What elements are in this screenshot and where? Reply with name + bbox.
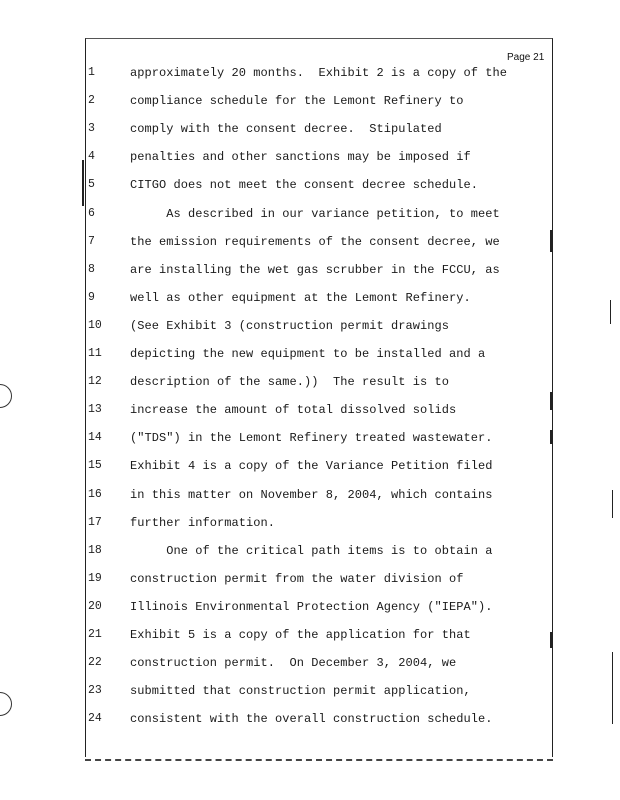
margin-mark: [550, 392, 552, 410]
line-number: 7: [88, 234, 95, 248]
line-text: increase the amount of total dissolved solids: [130, 403, 457, 418]
transcript-line: [0, 175, 560, 195]
transcript-line: [0, 625, 560, 645]
transcript-line: [0, 91, 560, 111]
transcript-line: [0, 372, 560, 392]
line-number: 14: [88, 431, 102, 445]
line-number: 13: [88, 403, 102, 417]
line-number: 24: [88, 712, 102, 726]
line-number: 22: [88, 656, 102, 670]
margin-mark: [550, 230, 552, 252]
margin-mark: [612, 490, 613, 518]
line-number: 4: [88, 150, 95, 164]
margin-mark: [550, 430, 552, 444]
line-text: As described in our variance petition, to meet: [130, 206, 500, 221]
transcript-line: [0, 232, 560, 252]
line-text: description of the same.)) The result is to: [130, 375, 450, 390]
line-text: further information.: [130, 515, 276, 530]
transcript-line: [0, 709, 560, 729]
line-number: 11: [88, 347, 102, 360]
line-number: 10: [88, 318, 102, 332]
line-text: (See Exhibit 3 (construction permit drawings: [130, 318, 450, 333]
line-number: 23: [88, 684, 102, 698]
transcript-line: [0, 681, 560, 701]
line-text: penalties and other sanctions may be imposed if: [130, 150, 471, 165]
line-number: 15: [88, 459, 102, 473]
line-number: 5: [88, 178, 95, 192]
page-number: Page 21: [507, 52, 545, 63]
margin-mark: [82, 160, 84, 206]
line-number: 6: [88, 206, 95, 220]
transcript-line: [0, 597, 560, 617]
margin-mark: [612, 652, 613, 724]
transcript-line: [0, 569, 560, 589]
transcript-line: [0, 344, 560, 364]
line-text: the emission requirements of the consent decree, we: [130, 234, 500, 249]
transcript-line: [0, 260, 560, 280]
line-number: 8: [88, 262, 95, 276]
line-number: 17: [88, 515, 102, 529]
margin-mark: [610, 300, 611, 324]
line-text: approximately 20 months. Exhibit 2 is a copy of the: [130, 66, 508, 80]
transcript-line: [0, 485, 560, 505]
transcript-line: [0, 400, 560, 420]
line-number: 16: [88, 487, 102, 501]
line-text: One of the critical path items is to obtain a: [130, 543, 493, 558]
line-text: compliance schedule for the Lemont Refinery to: [130, 94, 464, 109]
margin-mark: [550, 632, 552, 648]
transcript-line: [0, 541, 560, 561]
transcript-line: [0, 653, 560, 673]
line-text: consistent with the overall construction schedule.: [130, 712, 493, 727]
transcript-line: [0, 513, 560, 533]
line-text: well as other equipment at the Lemont Refinery.: [130, 290, 471, 305]
line-text: in this matter on November 8, 2004, which contains: [130, 487, 493, 502]
line-number: 1: [88, 66, 95, 79]
line-number: 20: [88, 599, 102, 613]
transcript-line: [0, 288, 560, 308]
line-text: ("TDS") in the Lemont Refinery treated wastewater.: [130, 431, 493, 446]
bottom-rule: [85, 759, 553, 761]
transcript-line: [0, 456, 560, 476]
line-number: 18: [88, 543, 102, 557]
transcript-line: [0, 147, 560, 167]
transcript-line: [0, 119, 560, 139]
line-text: Exhibit 4 is a copy of the Variance Petition filed: [130, 459, 493, 474]
transcript-line: [0, 204, 560, 224]
line-number: 21: [88, 628, 102, 641]
transcript-line: [0, 63, 560, 83]
line-text: Exhibit 5 is a copy of the application for that: [130, 628, 471, 642]
page-frame: [85, 38, 553, 757]
line-text: CITGO does not meet the consent decree schedule.: [130, 178, 479, 193]
line-text: submitted that construction permit application,: [130, 684, 471, 699]
line-text: construction permit from the water division of: [130, 571, 464, 586]
transcript-line: [0, 316, 560, 336]
line-text: Illinois Environmental Protection Agency ("IEPA").: [130, 599, 493, 614]
line-number: 12: [88, 375, 102, 389]
line-number: 3: [88, 122, 95, 136]
line-text: depicting the new equipment to be installed and a: [130, 347, 486, 361]
transcript-line: [0, 428, 560, 448]
line-text: comply with the consent decree. Stipulated: [130, 122, 442, 137]
line-number: 9: [88, 290, 95, 304]
line-text: are installing the wet gas scrubber in the FCCU, as: [130, 262, 500, 277]
line-number: 2: [88, 94, 95, 108]
line-number: 19: [88, 571, 102, 585]
line-text: construction permit. On December 3, 2004, we: [130, 656, 457, 671]
